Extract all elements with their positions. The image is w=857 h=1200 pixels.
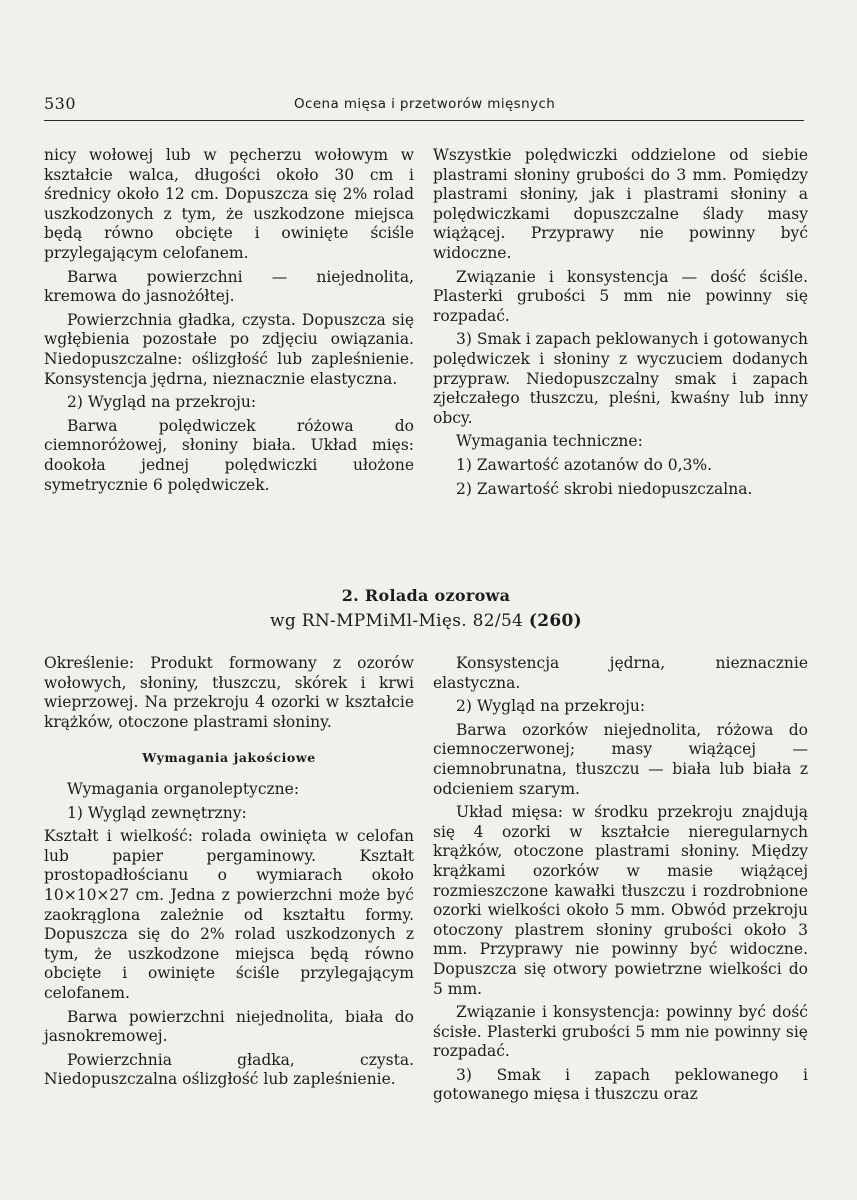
paragraph: 2) Wygląd na przekroju: xyxy=(456,697,646,716)
page-header xyxy=(44,94,804,121)
paragraph: Barwa ozorków niejednolita, różowa do ciemnoczerwonej; masy wiążącej — ciemnobrunatna, tłuszczu — biała lub biała z odcieniem szarym. xyxy=(433,720,808,798)
standard-reference: wg RN-MPMiMl-Mięs. 82/54 xyxy=(270,611,524,631)
paragraph: Kształt i wielkość: rolada owinięta w celofan lub papier pergaminowy. Kształt prostopadłościanu o wymiarach około 10×10×27 cm. Jedna z powierzchni może być zaokrąglona zależnie od kształtu formy. Dopuszcza się do 2% rolad uszkodzonych z tym, że uszkodzone miejsca będą równo obcięte i owinięte ściśle przylegającym celofanem. xyxy=(44,827,414,1002)
paragraph: Powierzchnia gładka, czysta. Niedopuszczalna oślizgłość lub zapleśnienie. xyxy=(44,1050,414,1089)
section1-right-column xyxy=(433,146,808,503)
paragraph: Powierzchnia gładka, czysta. Dopuszcza się wgłębienia pozostałe po zdjęciu owiązania. Niedopuszczalne: oślizgłość lub zapleśnienie. Konsystencja jędrna, nieznacznie elastyczna. xyxy=(44,310,414,388)
paragraph: 3) Smak i zapach peklowanych i gotowanych polędwiczek i słoniny z wyczuciem dodanych przypraw. Niedopuszczalny smak i zapach zjełczałego tłuszczu, pleśni, kwaśny lub inny obcy. xyxy=(433,330,808,427)
paragraph: Wszystkie polędwiczki oddzielone od siebie plastrami słoniny grubości do 3 mm. Pomiędzy plastrami słoniny, jak i plastrami słoniny a polędwiczkami dopuszczalne ślady masy wiążącej. Przyprawy nie powinny być widoczne. xyxy=(433,146,808,262)
section-reference xyxy=(44,611,808,631)
paragraph: Wymagania organoleptyczne: xyxy=(67,779,300,798)
section2-right-column xyxy=(433,654,808,1109)
paragraph: Związanie i konsystencja — dość ściśle. Plasterki grubości 5 mm nie powinny się rozpadać. xyxy=(433,267,808,325)
paragraph: 1) Zawartość azotanów do 0,3%. xyxy=(456,455,713,474)
paragraph: Układ mięsa: w środku przekroju znajdują się 4 ozorki w kształcie nieregularnych krążków, otoczone plastrami słoniny. Między krążkami ozorków w masie wiążącej rozmieszczone kawałki tłuszczu i rozdrobnione ozorki wielkości około 5 mm. Obwód przekroju otoczony plastrem słoniny grubości około 3 mm. Przyprawy nie powinny być widoczne. Dopuszcza się otwory powietrzne wielkości do 5 mm. xyxy=(433,803,808,998)
paragraph: 2) Wygląd na przekroju: xyxy=(67,393,257,412)
section-title: 2. Rolada ozorowa xyxy=(341,586,511,605)
page-number: 530 xyxy=(44,94,77,113)
paragraph: Barwa powierzchni — niejednolita, kremowa do jasnożółtej. xyxy=(44,267,414,306)
paragraph: Określenie: Produkt formowany z ozorów wołowych, słoniny, tłuszczu, skórek i krwi wieprzowej. Na przekroju 4 ozorki w kształcie krążków, otoczone plastrami słoniny. xyxy=(44,654,414,731)
section1-left-column xyxy=(44,146,414,499)
paragraph: Barwa powierzchni niejednolita, biała do jasnokremowej. xyxy=(44,1007,414,1046)
paragraph: 2) Zawartość skrobi niedopuszczalna. xyxy=(456,479,753,498)
running-title: Ocena mięsa i przetworów mięsnych xyxy=(294,96,556,112)
section2-left-column xyxy=(44,654,414,1094)
paragraph: Związanie i konsystencja: powinny być dość ścisłe. Plasterki grubości 5 mm nie powinny się rozpadać. xyxy=(433,1003,808,1061)
reference-number: (260) xyxy=(528,611,582,631)
paragraph: Konsystencja jędrna, nieznacznie elastyczna. xyxy=(433,654,808,692)
paragraph: 3) Smak i zapach peklowanego i gotowanego mięsa i tłuszczu oraz xyxy=(433,1065,808,1104)
paragraph: Wymagania techniczne: xyxy=(456,432,643,451)
paragraph: 1) Wygląd zewnętrzny: xyxy=(67,803,247,822)
paragraph: Barwa polędwiczek różowa do ciemnoróżowej, słoniny biała. Układ mięs: dookoła jednej polędwiczki ułożone symetrycznie 6 polędwiczek. xyxy=(44,416,414,494)
paragraph: nicy wołowej lub w pęcherzu wołowym w kształcie walca, długości około 30 cm i średnicy około 12 cm. Dopuszcza się 2% rolad uszkodzonych z tym, że uszkodzone miejsca będą równo obcięte i owinięte ściśle przylegającym celofanem. xyxy=(44,146,414,262)
subheading: Wymagania jakościowe xyxy=(142,750,316,766)
